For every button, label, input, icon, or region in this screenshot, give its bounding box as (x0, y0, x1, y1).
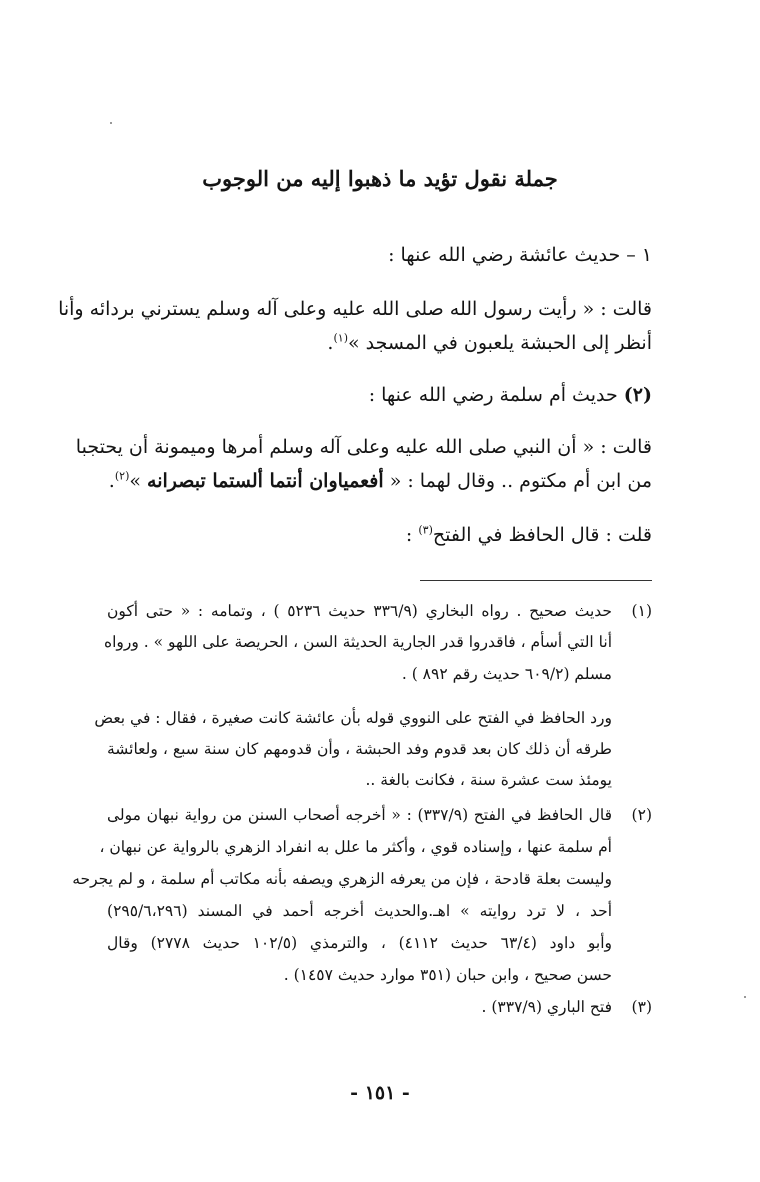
footnote-separator (420, 580, 652, 581)
hadith-2-text-line-2-b: » (129, 470, 148, 492)
footnote-ref-1: (١) (333, 331, 348, 345)
page-title: جملة نقول تؤيد ما ذهبوا إليه من الوجوب (202, 166, 558, 191)
hadith-2-text-line-2 (92, 466, 652, 496)
note-line-text: قلت : قال الحافظ في الفتح (432, 524, 652, 546)
footnote-1-para-2-line-2: طرقه أن ذلك كان بعد قدوم وفد الحبشة ، وأن قدومهم كان سنة سبع ، ولعائشة (107, 740, 612, 758)
footnote-1-line-3: مسلم (٦٠٩/٢ حديث رقم ٨٩٢ ) . (401, 665, 612, 683)
hadith-1-text-line-1: قالت : « رأيت رسول الله صلى الله عليه وعلى آله وسلم يسترني بردائه وأنا (58, 298, 652, 320)
hadith-2-number: (٢) (623, 384, 652, 406)
footnote-1-number: (١) (631, 602, 652, 620)
hadith-1-text-line-2 (92, 328, 652, 358)
footnote-ref-3: (٣) (418, 523, 433, 537)
hadith-2-text-line-2-a: من ابن أم مكتوم .. وقال لهما : « (389, 470, 652, 492)
footnote-2-line-2: أم سلمة عنها ، وإسناده قوي ، وأكثر ما علل به انفراد الزهري بالرواية عن نبهان ، (99, 838, 612, 856)
note-line (92, 520, 652, 550)
footnote-2-line-6: حسن صحيح ، وابن حبان (٣٥١ موارد حديث ١٤٥٧) . (283, 966, 612, 984)
footnote-1-line-1: حديث صحيح . رواه البخاري (٣٣٦/٩ حديث ٥٢٣٦ ) ، وتمامه : « حتى أكون (107, 602, 612, 620)
footnote-1-line-2: أنا التي أسأم ، فاقدروا قدر الجارية الحديثة السن ، الحريصة على اللهو » . ورواه (103, 633, 612, 651)
hadith-2-text-line-1: قالت : « أن النبي صلى الله عليه وعلى آله وسلم أمرها وميمونة أن يحتجبا (75, 436, 652, 458)
speck-1 (110, 122, 112, 124)
footnote-3-line-1: فتح الباري (٣٣٧/٩) . (481, 998, 612, 1016)
hadith-2-quote-bold: أفعمياوان أنتما ألستما تبصرانه (147, 470, 384, 492)
hadith-1-heading: ١ – حديث عائشة رضي الله عنها : (388, 244, 652, 266)
page-number: - ١٥١ - (350, 1082, 410, 1104)
footnote-2-line-4: أحد ، لا ترد روايته » اهـ.والحديث أخرجه أحمد في المسند (٢٩٥/٦،٢٩٦) (107, 902, 612, 920)
speck-2 (744, 996, 746, 998)
note-line-colon: : (405, 524, 419, 546)
footnote-2-number: (٢) (631, 806, 652, 824)
footnote-2-line-3: وليست بعلة قادحة ، فإن من يعرفه الزهري ويصفه بأنه مكاتب أم سلمة ، و لم يجرحه (72, 870, 612, 888)
period: . (327, 332, 334, 354)
hadith-2-heading (92, 380, 652, 410)
hadith-2-heading-text: حديث أم سلمة رضي الله عنها : (368, 384, 618, 406)
period: . (108, 470, 115, 492)
footnote-1-para-2-line-3: يومئذ ست عشرة سنة ، فكانت بالغة .. (365, 771, 612, 789)
footnote-ref-2: (٢) (114, 469, 130, 483)
hadith-1-text-line-2-body: أنظر إلى الحبشة يلعبون في المسجد » (347, 332, 652, 354)
footnote-3-number: (٣) (631, 998, 652, 1016)
footnote-2-line-1: قال الحافظ في الفتح (٣٣٧/٩) : « أخرجه أصحاب السنن من رواية نبهان مولى (107, 806, 612, 824)
footnote-2-line-5: وأبو داود (٦٣/٤ حديث ٤١١٢) ، والترمذي (١٠٢/٥ حديث ٢٧٧٨) وقال (107, 934, 612, 952)
footnote-1-para-2-line-1: ورد الحافظ في الفتح على النووي قوله بأن عائشة كانت صغيرة ، فقال : في بعض (94, 709, 612, 727)
